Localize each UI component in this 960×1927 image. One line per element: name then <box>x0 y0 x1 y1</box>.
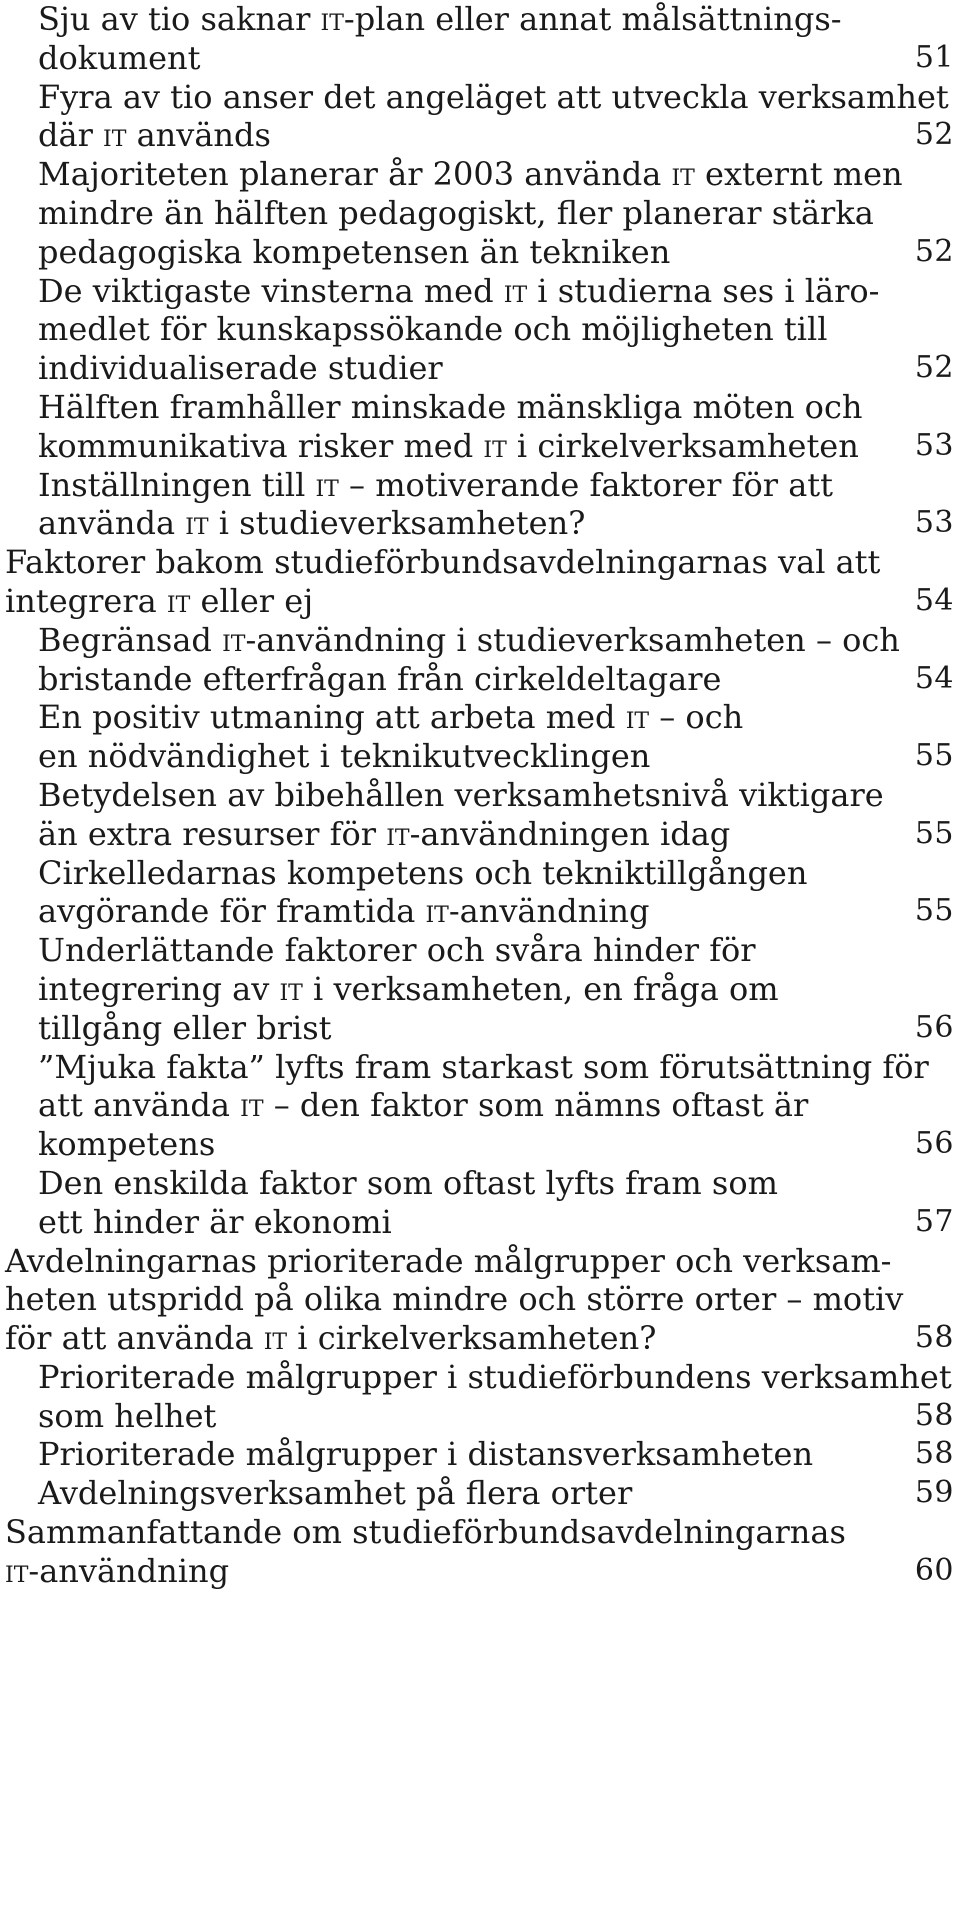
it-abbreviation: it <box>386 814 410 853</box>
toc-page-number: 52 <box>914 117 954 153</box>
toc-page-number: 60 <box>914 1552 954 1588</box>
it-abbreviation: it <box>5 1551 29 1590</box>
toc-entry-title-line: individualiserade studier <box>38 349 443 388</box>
toc-entry-title-line: Majoriteten planerar år 2003 använda it externt men <box>38 155 903 194</box>
toc-page-number: 59 <box>914 1475 954 1511</box>
toc-page-number: 55 <box>914 738 954 774</box>
toc-entry[interactable] <box>0 1435 960 1474</box>
toc-page-number: 52 <box>914 350 954 386</box>
toc-entry-title-line: som helhet <box>38 1396 217 1435</box>
toc-entry-title-line: där it används <box>38 116 271 155</box>
it-abbreviation: it <box>315 465 339 504</box>
toc-entry-title-line: ”Mjuka fakta” lyfts fram starkast som förutsättning för <box>38 1047 929 1086</box>
toc-entry-title-line: Fyra av tio anser det angeläget att utveckla verksamhet <box>38 77 949 116</box>
toc-page-number: 58 <box>914 1320 954 1356</box>
toc-entry[interactable] <box>0 78 960 156</box>
toc-entry-title-line: medlet för kunskapssökande och möjligheten till <box>38 310 828 349</box>
toc-entry[interactable] <box>0 931 960 1047</box>
toc-page-number: 54 <box>914 582 954 618</box>
toc-entry-title-line: integrera it eller ej <box>5 581 314 620</box>
it-abbreviation: it <box>483 426 507 465</box>
toc-entry-title-line: integrering av it i verksamheten, en fråga om <box>38 969 779 1008</box>
toc-page-number: 58 <box>914 1397 954 1433</box>
it-abbreviation: it <box>425 892 449 931</box>
it-abbreviation: it <box>240 1086 264 1125</box>
toc-page-number: 56 <box>914 1126 954 1162</box>
it-abbreviation: it <box>503 271 528 310</box>
toc-entry-title-line: Hälften framhåller minskade mänskliga möten och <box>38 387 863 426</box>
toc-page-number: 53 <box>914 427 954 463</box>
toc-entry-title-line: använda it i studieverksamheten? <box>38 504 586 543</box>
toc-entry-title-line: bristande efterfrågan från cirkeldeltagare <box>38 659 722 698</box>
toc-entry-title-line: mindre än hälften pedagogiskt, fler planerar stärka <box>38 193 874 232</box>
toc-entry-title-line: Avdelningarnas prioriterade målgrupper och verksam- <box>5 1241 892 1280</box>
toc-entry[interactable] <box>0 388 960 466</box>
toc-entry[interactable] <box>0 1048 960 1164</box>
toc-entry-title-line: Cirkelledarnas kompetens och tekniktillgången <box>38 853 808 892</box>
toc-page-number: 51 <box>914 39 954 75</box>
toc-page-number: 57 <box>914 1203 954 1239</box>
toc-entry[interactable] <box>0 1358 960 1436</box>
toc-entry-title-line: kommunikativa risker med it i cirkelverksamheten <box>38 426 859 465</box>
toc-entry[interactable] <box>0 854 960 932</box>
toc-entry[interactable] <box>0 272 960 388</box>
it-abbreviation: it <box>671 155 695 194</box>
toc-entry-title-line: Faktorer bakom studieförbundsavdelningarnas val att <box>5 543 881 582</box>
toc-entry-title-line: Inställningen till it – motiverande faktorer för att <box>38 465 833 504</box>
it-abbreviation: it <box>320 0 344 38</box>
toc-entry[interactable] <box>0 1513 960 1591</box>
it-abbreviation: it <box>166 581 191 620</box>
toc-entry-title-line: ett hinder är ekonomi <box>38 1202 392 1241</box>
toc-entry-title-line: Den enskilda faktor som oftast lyfts fram som <box>38 1163 778 1202</box>
it-abbreviation: it <box>625 698 650 737</box>
toc-entry-title-line: heten utspridd på olika mindre och större orter – motiv <box>5 1280 904 1319</box>
toc-entry-title-line: Sju av tio saknar it-plan eller annat målsättnings- <box>38 0 842 38</box>
toc-entry[interactable] <box>0 0 960 78</box>
toc-entry-title-line: Betydelsen av bibehållen verksamhetsnivå viktigare <box>38 775 884 814</box>
toc-entry[interactable] <box>0 543 960 621</box>
toc-entry[interactable] <box>0 621 960 699</box>
toc-page-number: 54 <box>914 660 954 696</box>
toc-entry-title-line: tillgång eller brist <box>38 1008 332 1047</box>
toc-entry-title-line: för att använda it i cirkelverksamheten? <box>5 1319 657 1358</box>
toc-entry-title-line: kompetens <box>38 1125 216 1164</box>
toc-entry-title-line: Underlättande faktorer och svåra hinder för <box>38 931 756 970</box>
toc-page-number: 55 <box>914 815 954 851</box>
toc-entry[interactable] <box>0 698 960 776</box>
it-abbreviation: it <box>222 620 246 659</box>
toc-entry-title-line: Prioriterade målgrupper i studieförbundens verksamhet <box>38 1357 952 1396</box>
toc-entry-title-line: En positiv utmaning att arbeta med it – och <box>38 698 744 737</box>
toc-entry-title-line: Sammanfattande om studieförbundsavdelningarnas <box>5 1513 846 1552</box>
toc-entry-title-line: avgörande för framtida it-användning <box>38 892 650 931</box>
toc-entry-title-line: Begränsad it-användning i studieverksamheten – och <box>38 620 900 659</box>
toc-page-number: 58 <box>914 1436 954 1472</box>
toc-entry-title-line: Avdelningsverksamhet på flera orter <box>38 1474 633 1513</box>
toc-page-number: 53 <box>914 505 954 541</box>
toc-entry[interactable] <box>0 466 960 544</box>
toc-page-number: 55 <box>914 893 954 929</box>
toc-entry-title-line: dokument <box>38 38 201 77</box>
toc-entry-title-line: en nödvändighet i teknikutvecklingen <box>38 737 651 776</box>
toc-entry-title-line: pedagogiska kompetensen än tekniken <box>38 232 671 271</box>
toc-entry-title-line: it-användning <box>5 1551 230 1590</box>
it-abbreviation: it <box>279 969 303 1008</box>
toc-entry[interactable] <box>0 776 960 854</box>
toc-entry-title-line: att använda it – den faktor som nämns oftast är <box>38 1086 809 1125</box>
toc-entry[interactable] <box>0 155 960 271</box>
toc-entry-title-line: Prioriterade målgrupper i distansverksamheten <box>38 1435 814 1474</box>
toc-page-number: 52 <box>914 233 954 269</box>
toc-entry[interactable] <box>0 1474 960 1513</box>
toc-page-number: 56 <box>914 1009 954 1045</box>
toc-entry-title-line: De viktigaste vinsterna med it i studierna ses i läro- <box>38 271 880 310</box>
toc-entry[interactable] <box>0 1242 960 1358</box>
toc-entry-title-line: än extra resurser för it-användningen idag <box>38 814 731 853</box>
it-abbreviation: it <box>185 504 209 543</box>
it-abbreviation: it <box>263 1319 288 1358</box>
toc-entry[interactable] <box>0 1164 960 1242</box>
it-abbreviation: it <box>103 116 127 155</box>
